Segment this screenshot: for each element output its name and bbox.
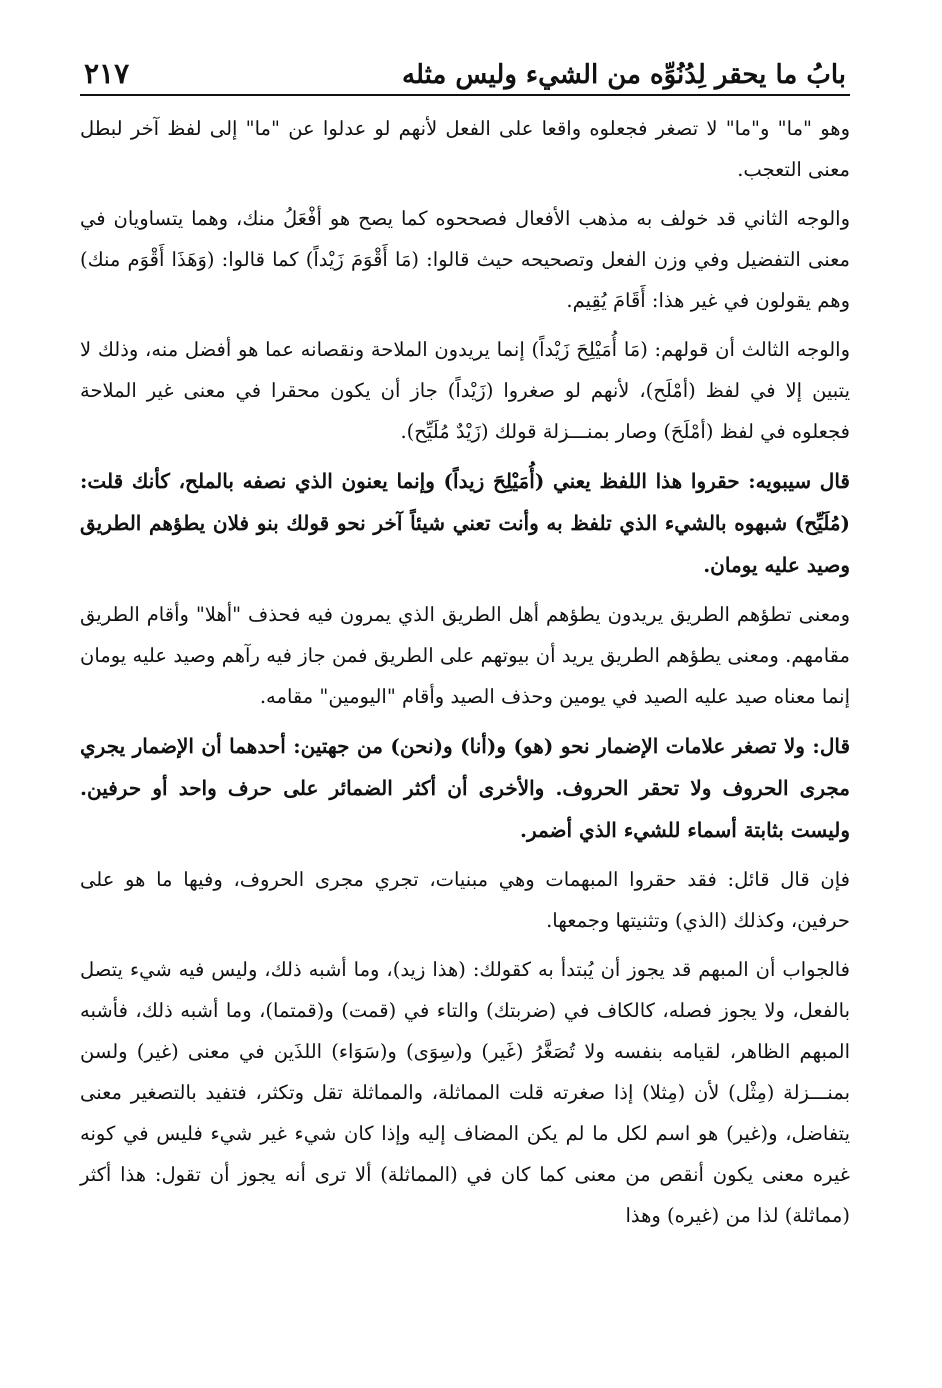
paragraph-2: والوجه الثاني قد خولف به مذهب الأفعال فصححوه كما يصح هو أفْعَلُ منك، وهما يتساويان في معنى التفضيل وفي وزن الفعل وتصحيحه حيث قالوا: (مَا أَقْوَمَ زَيْداً) كما قالوا: (وَهَذَا أَقْوَم منك) وهم يقولون في غير هذا: أَقَامَ يُقِيم.: [80, 207, 850, 312]
paragraph-8: فالجواب أن المبهم قد يجوز أن يُبتدأ به كقولك: (هذا زيد)، وما أشبه ذلك، وليس فيه شيء يتصل بالفعل، ولا يجوز فصله، كالكاف في (ضربتك) والتاء في (قمت) و(قمتما)، وما أشبه ذلك، فأشبه المبهم الظاهر، لقيامه بنفسه ولا تُصَغَّرُ (غَير) و(سِوَى) و(سَوَاء) اللذَين في معنى (غير) ولسن بمنـــزلة (مِثْل) لأن (مِثلا) إذا صغرته قلت المماثلة، والمماثلة تقل وتكثر، فتفيد بالتصغير معنى يتفاضل، و(غير) هو اسم لكل ما لم يكن المضاف إليه وإذا كان شيء غير شيء فليس في كونه غيره معنى يكون أنقص من معنى كما كان في (المماثلة) ألا ترى أنه يجوز أن تقول: هذا أكثر (مماثلة) لذا من (غيره) وهذا: [80, 958, 850, 1227]
paragraph-3: والوجه الثالث أن قولهم: (مَا أُمَيْلِحَ زَيْداً) إنما يريدون الملاحة ونقصانه عما هو أفضل منه، وذلك لا يتبين إلا في لفظ (أمْلَح)، لأنهم لو صغروا (زَيْداً) جاز أن يكون محقرا في معنى غير الملاحة فجعلوه في لفظ (أمْلَحَ) وصار بمنـــزلة قولك (زَيْدٌ مُلَيِّح).: [80, 338, 850, 443]
running-header: [80, 40, 850, 94]
paragraph-1: وهو "ما" و"ما" لا تصغر فجعلوه واقعا على الفعل لأنهم لو عدلوا عن "ما" إلى لفظ آخر لبطل معنى التعجب.: [80, 117, 850, 181]
page-number: ٢١٧: [84, 57, 130, 90]
body-text: [80, 108, 850, 1236]
paragraph-5: ومعنى تطؤهم الطريق يريدون يطؤهم أهل الطريق الذي يمرون فيه فحذف "أهلا" وأقام الطريق مقامهم. ومعنى يطؤهم الطريق يريد أن بيوتهم على الطريق فمن جاز فيه رآهم وصيد عليه يومان إنما معناه صيد عليه الصيد في يومين وحذف الصيد وأقام "اليومين" مقامه.: [80, 603, 850, 708]
paragraph-6-quote: قال: ولا تصغر علامات الإضمار نحو (هو) و(أنا) و(نحن) من جهتين: أحدهما أن الإضمار يجري مجرى الحروف ولا تحقر الحروف. والأخرى أن أكثر الضمائر على حرف واحد أو حرفين. وليست بثابتة أسماء للشيء الذي أضمر.: [80, 734, 850, 842]
header-rule: [80, 94, 850, 96]
book-page: [80, 40, 850, 1360]
paragraph-7: فإن قال قائل: فقد حقروا المبهمات وهي مبنيات، تجري مجرى الحروف، وفيها ما هو على حرفين، وكذلك (الذي) وتثنيتها وجمعها.: [80, 868, 850, 932]
paragraph-4-sibawayh-quote: قال سيبويه: حقروا هذا اللفظ يعني (أُمَيْلِحَ زيداً) وإنما يعنون الذي نصفه بالملح، كأنك قلت: (مُلَيِّح) شبهوه بالشيء الذي تلفظ به وأنت تعني شيئاً آخر نحو قولك بنو فلان يطؤهم الطريق وصيد عليه يومان.: [80, 469, 850, 577]
chapter-title: بابُ ما يحقر لِدُنُوِّه من الشيء وليس مثله: [402, 60, 846, 90]
